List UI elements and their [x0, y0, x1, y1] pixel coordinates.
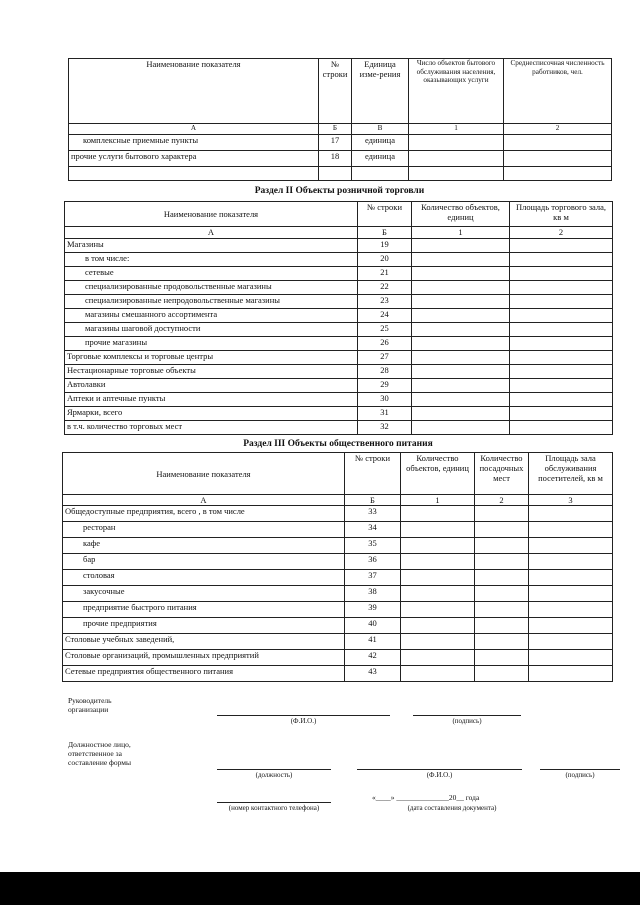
row-number: 32: [358, 421, 412, 435]
table-row: прочие услуги бытового характера 18 единица: [69, 151, 612, 167]
row-number: 37: [345, 570, 401, 586]
row-label: Торговые комплексы и торговые центры: [65, 351, 358, 365]
input-cell[interactable]: [412, 267, 510, 281]
input-cell[interactable]: [412, 351, 510, 365]
date-line[interactable]: «____» ______________20__ года: [372, 793, 480, 802]
input-cell[interactable]: [475, 586, 529, 602]
table-row: [65, 309, 613, 323]
input-cell[interactable]: [409, 151, 504, 167]
row-label: сетевые: [65, 267, 358, 281]
input-cell[interactable]: [401, 650, 475, 666]
row-label: Столовые организаций, промышленных предприятий: [63, 650, 345, 666]
table-row: [63, 522, 613, 538]
position-caption: (должность): [255, 771, 293, 779]
row-number: 33: [345, 506, 401, 522]
row-label: Аптеки и аптечные пункты: [65, 393, 358, 407]
official-signature-caption: (подпись): [565, 771, 595, 779]
input-cell[interactable]: [510, 379, 613, 393]
header-name: Наименование показателя: [65, 202, 358, 227]
input-cell[interactable]: [510, 239, 613, 253]
row-number: 39: [345, 602, 401, 618]
header-objects: Число объектов бытового обслуживания населения, оказывающих услуги: [409, 59, 504, 124]
header-employees: Среднесписочная численность работников, чел.: [504, 59, 612, 124]
row-label: в т.ч. количество торговых мест: [65, 421, 358, 435]
official-signature-line[interactable]: [540, 769, 620, 770]
index-row: А Б 1 2 3: [63, 495, 613, 506]
input-cell[interactable]: [401, 602, 475, 618]
input-cell[interactable]: [504, 135, 612, 151]
input-cell[interactable]: [401, 570, 475, 586]
header-unit: Единица изме-рения: [352, 59, 409, 124]
input-cell[interactable]: [412, 365, 510, 379]
input-cell[interactable]: [401, 666, 475, 682]
row-number: 20: [358, 253, 412, 267]
input-cell[interactable]: [510, 267, 613, 281]
table-row: [65, 337, 613, 351]
row-number: 28: [358, 365, 412, 379]
header-row-no: № строки: [358, 202, 412, 227]
row-label: столовая: [63, 570, 345, 586]
fio-line[interactable]: [217, 715, 390, 716]
section3-table: [62, 452, 613, 682]
input-cell[interactable]: [529, 602, 613, 618]
input-cell[interactable]: [529, 618, 613, 634]
input-cell[interactable]: [510, 309, 613, 323]
row-label: специализированные продовольственные магазины: [65, 281, 358, 295]
header-name: Наименование показателя: [69, 59, 319, 124]
row-number: 30: [358, 393, 412, 407]
row-label: бар: [63, 554, 345, 570]
scan-border: [0, 872, 640, 905]
table-row: [63, 666, 613, 682]
table-row: [65, 267, 613, 281]
input-cell[interactable]: [475, 522, 529, 538]
index-row: А Б В 1 2: [69, 124, 612, 135]
row-number: 41: [345, 634, 401, 650]
input-cell[interactable]: [475, 650, 529, 666]
head-label: Руководитель организации: [68, 696, 112, 714]
table-row: [63, 538, 613, 554]
table-row: [63, 602, 613, 618]
input-cell[interactable]: [401, 586, 475, 602]
row-label: предприятие быстрого питания: [63, 602, 345, 618]
row-number: 40: [345, 618, 401, 634]
row-label: специализированные непродовольственные магазины: [65, 295, 358, 309]
input-cell[interactable]: [510, 253, 613, 267]
input-cell[interactable]: [401, 538, 475, 554]
input-cell[interactable]: [401, 618, 475, 634]
row-number: 34: [345, 522, 401, 538]
input-cell[interactable]: [510, 323, 613, 337]
row-label: закусочные: [63, 586, 345, 602]
input-cell[interactable]: [510, 365, 613, 379]
input-cell[interactable]: [510, 421, 613, 435]
input-cell[interactable]: [412, 421, 510, 435]
table-row: [65, 407, 613, 421]
table-row: [63, 618, 613, 634]
table-row: [65, 393, 613, 407]
input-cell[interactable]: [510, 295, 613, 309]
table-row: [65, 351, 613, 365]
row-number: 29: [358, 379, 412, 393]
row-label: магазины шаговой доступности: [65, 323, 358, 337]
row-label: магазины смешанного ассортимента: [65, 309, 358, 323]
row-label: Столовые учебных заведений,: [63, 634, 345, 650]
row-number: 19: [358, 239, 412, 253]
section2-title: Раздел II Объекты розничной торговли: [254, 186, 425, 196]
input-cell[interactable]: [475, 570, 529, 586]
header-area: Площадь зала обслуживания посетителей, кв м: [529, 453, 613, 495]
input-cell[interactable]: [475, 634, 529, 650]
table-row: [65, 253, 613, 267]
row-label: кафе: [63, 538, 345, 554]
table-row: [63, 634, 613, 650]
signature-caption: (подпись): [452, 717, 482, 725]
input-cell[interactable]: [401, 522, 475, 538]
row-number: 21: [358, 267, 412, 281]
input-cell[interactable]: [401, 506, 475, 522]
input-cell[interactable]: [510, 393, 613, 407]
header-seats: Количество посадочных мест: [475, 453, 529, 495]
input-cell[interactable]: [412, 281, 510, 295]
row-number: 35: [345, 538, 401, 554]
input-cell[interactable]: [401, 634, 475, 650]
input-cell[interactable]: [412, 407, 510, 421]
row-label: ресторан: [63, 522, 345, 538]
table-row: [65, 295, 613, 309]
input-cell[interactable]: [412, 309, 510, 323]
row-number: 36: [345, 554, 401, 570]
header-row-no: № строки: [319, 59, 352, 124]
input-cell[interactable]: [475, 554, 529, 570]
input-cell[interactable]: [412, 337, 510, 351]
row-label: Ярмарки, всего: [65, 407, 358, 421]
position-line[interactable]: [217, 769, 331, 770]
input-cell[interactable]: [409, 167, 504, 181]
date-caption: (дата составления документа): [407, 804, 497, 812]
input-cell[interactable]: [510, 337, 613, 351]
input-cell[interactable]: [529, 522, 613, 538]
table-row: [65, 239, 613, 253]
input-cell[interactable]: [510, 351, 613, 365]
row-label: прочие предприятия: [63, 618, 345, 634]
row-label: Магазины: [65, 239, 358, 253]
section1-table: [68, 58, 612, 181]
table-row: [63, 586, 613, 602]
table-row: [63, 570, 613, 586]
input-cell[interactable]: [510, 407, 613, 421]
input-cell[interactable]: [510, 281, 613, 295]
phone-line[interactable]: [217, 802, 331, 803]
input-cell[interactable]: [475, 666, 529, 682]
input-cell[interactable]: [412, 253, 510, 267]
header-row-no: № строки: [345, 453, 401, 495]
row-label: Общедоступные предприятия, всего , в том числе: [63, 506, 345, 522]
table-row: [63, 506, 613, 522]
section2-table: [64, 201, 613, 435]
input-cell[interactable]: [475, 618, 529, 634]
row-label: в том числе:: [65, 253, 358, 267]
input-cell[interactable]: [475, 602, 529, 618]
row-number: 43: [345, 666, 401, 682]
row-number: 24: [358, 309, 412, 323]
input-cell[interactable]: [412, 323, 510, 337]
row-number: 25: [358, 323, 412, 337]
input-cell[interactable]: [529, 506, 613, 522]
row-number: 31: [358, 407, 412, 421]
input-cell[interactable]: [412, 295, 510, 309]
row-number: 27: [358, 351, 412, 365]
table-row: [63, 554, 613, 570]
row-number: 38: [345, 586, 401, 602]
row-number: 26: [358, 337, 412, 351]
phone-caption: (номер контактного телефона): [228, 804, 320, 812]
row-label: прочие магазины: [65, 337, 358, 351]
header-count: Количество объектов, единиц: [412, 202, 510, 227]
row-label: Нестационарные торговые объекты: [65, 365, 358, 379]
input-cell[interactable]: [529, 570, 613, 586]
table-row: [65, 365, 613, 379]
input-cell[interactable]: [529, 554, 613, 570]
input-cell[interactable]: [412, 379, 510, 393]
input-cell[interactable]: [475, 506, 529, 522]
fio-caption: (Ф.И.О.): [290, 717, 317, 725]
header-count: Количество объектов, единиц: [401, 453, 475, 495]
input-cell[interactable]: [529, 650, 613, 666]
input-cell[interactable]: [504, 167, 612, 181]
row-label: Сетевые предприятия общественного питания: [63, 666, 345, 682]
row-label: Автолавки: [65, 379, 358, 393]
input-cell[interactable]: [475, 538, 529, 554]
table-row: комплексные приемные пункты 17 единица: [69, 135, 612, 151]
signature-line[interactable]: [413, 715, 521, 716]
table-row: [65, 379, 613, 393]
row-number: 23: [358, 295, 412, 309]
input-cell[interactable]: [412, 393, 510, 407]
table-row: [69, 167, 612, 181]
input-cell[interactable]: [504, 151, 612, 167]
official-label: Должностное лицо, ответственное за составление формы: [68, 740, 132, 767]
row-number: 22: [358, 281, 412, 295]
header-name: Наименование показателя: [63, 453, 345, 495]
table-row: [63, 650, 613, 666]
input-cell[interactable]: [412, 239, 510, 253]
official-fio-line[interactable]: [357, 769, 522, 770]
row-number: 42: [345, 650, 401, 666]
official-fio-caption: (Ф.И.О.): [426, 771, 453, 779]
table-row: [65, 323, 613, 337]
section3-title: Раздел III Объекты общественного питания: [243, 439, 433, 449]
index-row: А Б 1 2: [65, 227, 613, 239]
table-row: [65, 281, 613, 295]
table-row: [65, 421, 613, 435]
input-cell[interactable]: [401, 554, 475, 570]
input-cell[interactable]: [409, 135, 504, 151]
input-cell[interactable]: [529, 586, 613, 602]
input-cell[interactable]: [529, 538, 613, 554]
header-area: Площадь торгового зала, кв м: [510, 202, 613, 227]
input-cell[interactable]: [529, 634, 613, 650]
input-cell[interactable]: [529, 666, 613, 682]
